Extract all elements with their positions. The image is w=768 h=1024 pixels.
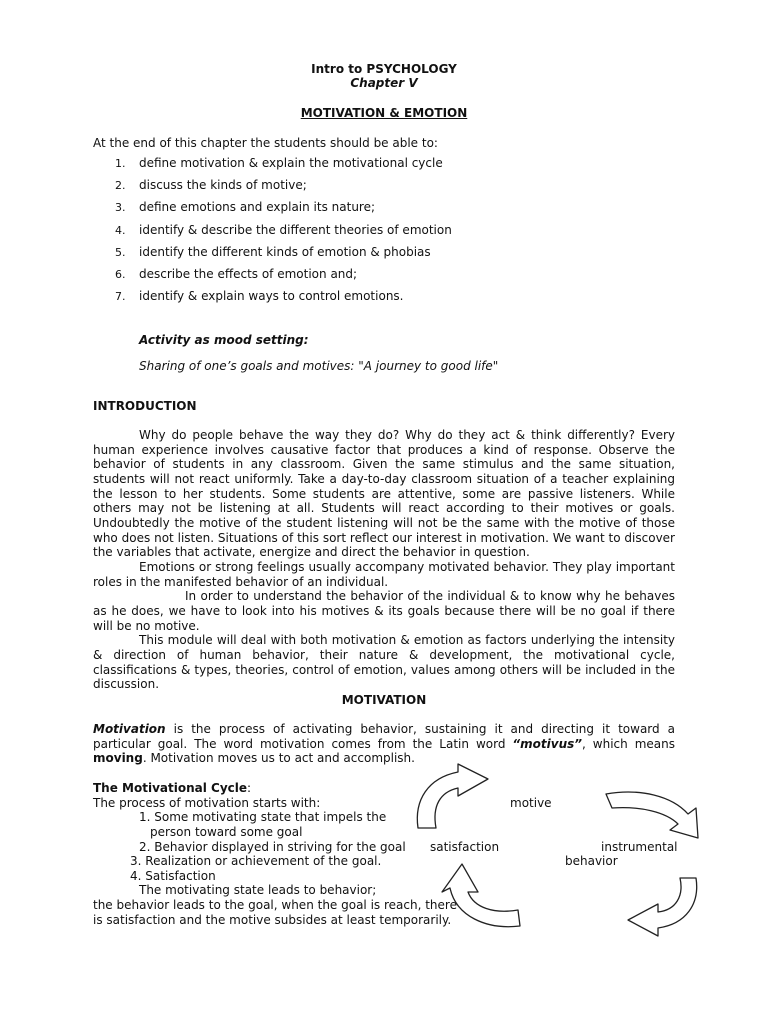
diagram-label-instrumental: instrumental (601, 840, 678, 854)
activity-text: Sharing of one’s goals and motives: "A journey to good life" (139, 359, 499, 373)
cycle-step: 1. Some motivating state that impels the (139, 810, 387, 824)
arrow-icon (606, 792, 698, 838)
diagram-label-behavior: behavior (565, 854, 618, 868)
list-text: identify & explain ways to control emotions. (139, 289, 404, 304)
list-text: identify & describe the different theories of emotion (139, 222, 452, 237)
chapter-label: Chapter V (350, 76, 418, 90)
cycle-text: the behavior leads to the goal, when the goal is reach, there (93, 898, 457, 912)
course-title: Intro to PSYCHOLOGY (311, 62, 457, 76)
objectives-lead: At the end of this chapter the students should be able to: (93, 136, 438, 150)
diagram-label-motive: motive (510, 796, 552, 810)
list-number: 7. (115, 290, 126, 304)
cycle-text: is satisfaction and the motive subsides at least temporarily. (93, 913, 452, 927)
latin-word: “motivus” (512, 736, 582, 751)
introduction-heading: INTRODUCTION (93, 399, 197, 413)
cycle-step: 3. Realization or achievement of the goal. (130, 854, 382, 868)
activity-heading: Activity as mood setting: (139, 333, 309, 347)
list-text: identify the different kinds of emotion & phobias (139, 244, 431, 259)
list-number: 1. (115, 157, 126, 170)
list-text: define motivation & explain the motivational cycle (139, 156, 443, 170)
chapter-title: MOTIVATION & EMOTION (300, 106, 468, 120)
list-number: 4. (115, 223, 126, 237)
list-text: define emotions and explain its nature; (139, 200, 376, 215)
paragraph: Why do people behave the way they do? Why do they act & think differently? Every human experience involves causative factor that produces a kind of response. Observe the behavior of students in any classroom. Given the same stimulus and the same situation, students will not react uniformly. Take a day-to-day classroom situation of a teacher explaining the lesson to her students. Some students are attentive, some are passive listeners. While others may not be listening at all. Students will react according to their motives or goals. Undoubtedly the motive of the student listening will not be the same with the motive of those who does not listen. Situations of this sort reflect our interest in motivation. We want to discover the variables that activate, energize and direct the behavior in question. (93, 428, 675, 560)
list-number: 2. (115, 179, 126, 193)
arrow-icon (628, 878, 697, 936)
cycle-step: person toward some goal (150, 825, 303, 839)
paragraph: Emotions or strong feelings usually accompany motivated behavior. They play important roles in the manifested behavior of an individual. (93, 559, 675, 589)
cycle-lead: The process of motivation starts with: (93, 796, 321, 810)
cycle-text: The motivating state leads to behavior; (139, 883, 377, 897)
list-text: discuss the kinds of motive; (139, 178, 307, 193)
diagram-label-satisfaction: satisfaction (430, 840, 500, 854)
list-number: 6. (115, 267, 126, 281)
motivation-heading: MOTIVATION (341, 693, 427, 707)
list-number: 5. (115, 245, 126, 259)
arrow-icon (442, 864, 520, 927)
emphasis: moving (93, 751, 143, 766)
cycle-step: 4. Satisfaction (130, 869, 216, 883)
list-text: describe the effects of emotion and; (139, 266, 358, 281)
term: Motivation (93, 722, 166, 736)
paragraph: This module will deal with both motivation & emotion as factors underlying the intensity & direction of human behavior, their nature & development, the motivational cycle, classifications & types, theories, control of emotion, values among others will be included in the discussion. (93, 633, 675, 692)
paragraph: In order to understand the behavior of the individual & to know why he behaves as he does, we have to look into his motives & its goals because there will be no goal if there will be no motive. (93, 589, 675, 633)
list-number: 3. (115, 201, 126, 215)
motivation-definition: Motivation is the process of activating behavior, sustaining it and directing it toward a particular goal. The word motivation comes from the Latin word “motivus”, which means moving. Motivation moves us to act and accomplish. (93, 722, 675, 766)
arrow-icon (417, 764, 488, 828)
cycle-heading: The Motivational Cycle: (93, 781, 252, 795)
cycle-step: 2. Behavior displayed in striving for the goal (139, 840, 406, 854)
